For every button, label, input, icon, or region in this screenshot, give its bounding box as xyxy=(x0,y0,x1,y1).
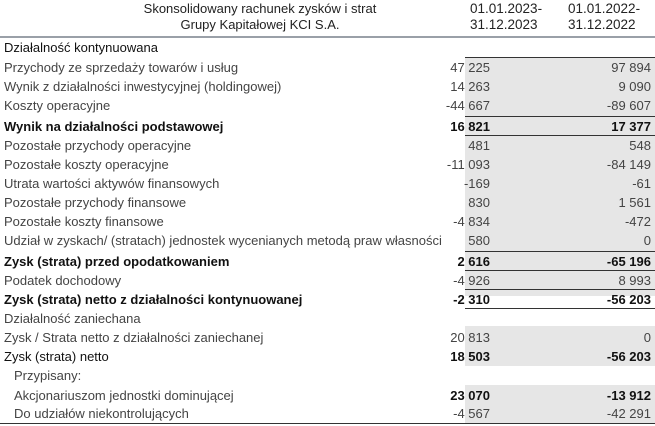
bottom-divider xyxy=(0,423,655,424)
value-2022: 17 377 xyxy=(611,119,651,134)
table-row xyxy=(0,77,655,96)
col1-period-end: 31.12.2023 xyxy=(470,17,538,32)
value-2023: 580 xyxy=(468,233,490,248)
table-row-total xyxy=(0,347,655,366)
row-label: Działalność kontynuowana xyxy=(4,40,158,55)
row-label: Zysk (strata) netto z działalności kontynuowanej xyxy=(4,292,303,307)
table-row-subtotal xyxy=(0,252,655,271)
table-header xyxy=(0,0,655,38)
value-2023: 14 263 xyxy=(450,79,490,94)
table-row xyxy=(0,96,655,115)
table-row-subtotal xyxy=(0,290,655,309)
row-label: Wynik z działalności inwestycyjnej (holdingowej) xyxy=(4,79,282,94)
value-2023: 20 813 xyxy=(450,330,490,345)
table-row xyxy=(0,155,655,174)
value-2022: -84 149 xyxy=(606,157,651,172)
row-label: Do udziałów niekontrolujących xyxy=(14,406,189,421)
column-header-2022 xyxy=(568,1,640,33)
value-2022: 97 894 xyxy=(611,60,651,75)
value-2022: -56 203 xyxy=(606,292,651,307)
row-label: Akcjonariuszom jednostki dominującej xyxy=(14,388,234,403)
table-row xyxy=(0,231,655,250)
row-label: Zysk (strata) netto xyxy=(4,349,109,364)
value-2023: 23 070 xyxy=(450,388,490,403)
value-2023: -11 093 xyxy=(446,157,490,172)
value-2022: -65 196 xyxy=(606,254,651,269)
value-2023: -2 310 xyxy=(453,292,490,307)
col1-period-start: 01.01.2023- xyxy=(470,1,543,16)
col2-period-start: 01.01.2022- xyxy=(568,1,641,16)
col2-period-end: 31.12.2022 xyxy=(568,17,636,32)
value-2022: -472 xyxy=(624,214,651,229)
value-2023: 481 xyxy=(468,138,490,153)
title-line-1: Skonsolidowany rachunek zysków i strat xyxy=(143,1,377,16)
table-row xyxy=(0,174,655,193)
value-2022: 9 090 xyxy=(618,79,651,94)
value-2023: 830 xyxy=(468,195,490,210)
row-label: Pozostałe przychody operacyjne xyxy=(4,138,192,153)
value-2023: -4 567 xyxy=(453,406,490,421)
table-row-section xyxy=(0,366,655,385)
table-row xyxy=(0,328,655,347)
table-row xyxy=(0,212,655,231)
value-2023: -44 667 xyxy=(445,98,490,113)
row-label: Przypisany: xyxy=(14,368,82,383)
value-2023: 16 821 xyxy=(450,119,490,134)
value-2023: -4 834 xyxy=(453,214,490,229)
statement-title xyxy=(90,1,430,33)
table-row-section xyxy=(0,309,655,328)
row-label: Udział w zyskach/ (stratach) jednostek wycenianych metodą praw własności xyxy=(4,233,442,248)
value-2023: 47 225 xyxy=(450,60,490,75)
row-label: Zysk (strata) przed opodatkowaniem xyxy=(4,254,230,269)
table-row xyxy=(0,386,655,405)
table-row xyxy=(0,271,655,290)
value-2022: 1 561 xyxy=(618,195,651,210)
row-label: Pozostałe przychody finansowe xyxy=(4,195,187,210)
value-2022: 8 993 xyxy=(618,273,651,288)
value-2022: -42 291 xyxy=(606,406,651,421)
row-label: Podatek dochodowy xyxy=(4,273,122,288)
table-row xyxy=(0,38,655,57)
row-label: Wynik na działalności podstawowej xyxy=(4,119,224,134)
value-2023: 18 503 xyxy=(450,349,490,364)
value-2023: -169 xyxy=(463,176,490,191)
table-row-subtotal xyxy=(0,117,655,136)
table-row xyxy=(0,58,655,77)
table-row xyxy=(0,136,655,155)
value-2022: -61 xyxy=(632,176,651,191)
row-label: Koszty operacyjne xyxy=(4,98,111,113)
value-2023: 2 616 xyxy=(457,254,490,269)
table-row xyxy=(0,404,655,423)
table-row xyxy=(0,193,655,212)
row-label: Działalność zaniechana xyxy=(4,311,141,326)
value-2022: -56 203 xyxy=(606,349,651,364)
column-header-2023 xyxy=(470,1,542,33)
title-line-2: Grupy Kapitałowej KCI S.A. xyxy=(180,17,340,32)
row-label: Pozostałe koszty finansowe xyxy=(4,214,164,229)
value-2023: -4 926 xyxy=(453,273,490,288)
value-2022: 0 xyxy=(643,330,651,345)
row-label: Zysk / Strata netto z działalności zaniechanej xyxy=(4,330,264,345)
row-label: Przychody ze sprzedaży towarów i usług xyxy=(4,60,239,75)
value-2022: 548 xyxy=(629,138,651,153)
row-label: Pozostałe koszty operacyjne xyxy=(4,157,169,172)
value-2022: -89 607 xyxy=(606,98,651,113)
value-2022: 0 xyxy=(643,233,651,248)
row-label: Utrata wartości aktywów finansowych xyxy=(4,176,220,191)
value-2022: -13 912 xyxy=(606,388,651,403)
